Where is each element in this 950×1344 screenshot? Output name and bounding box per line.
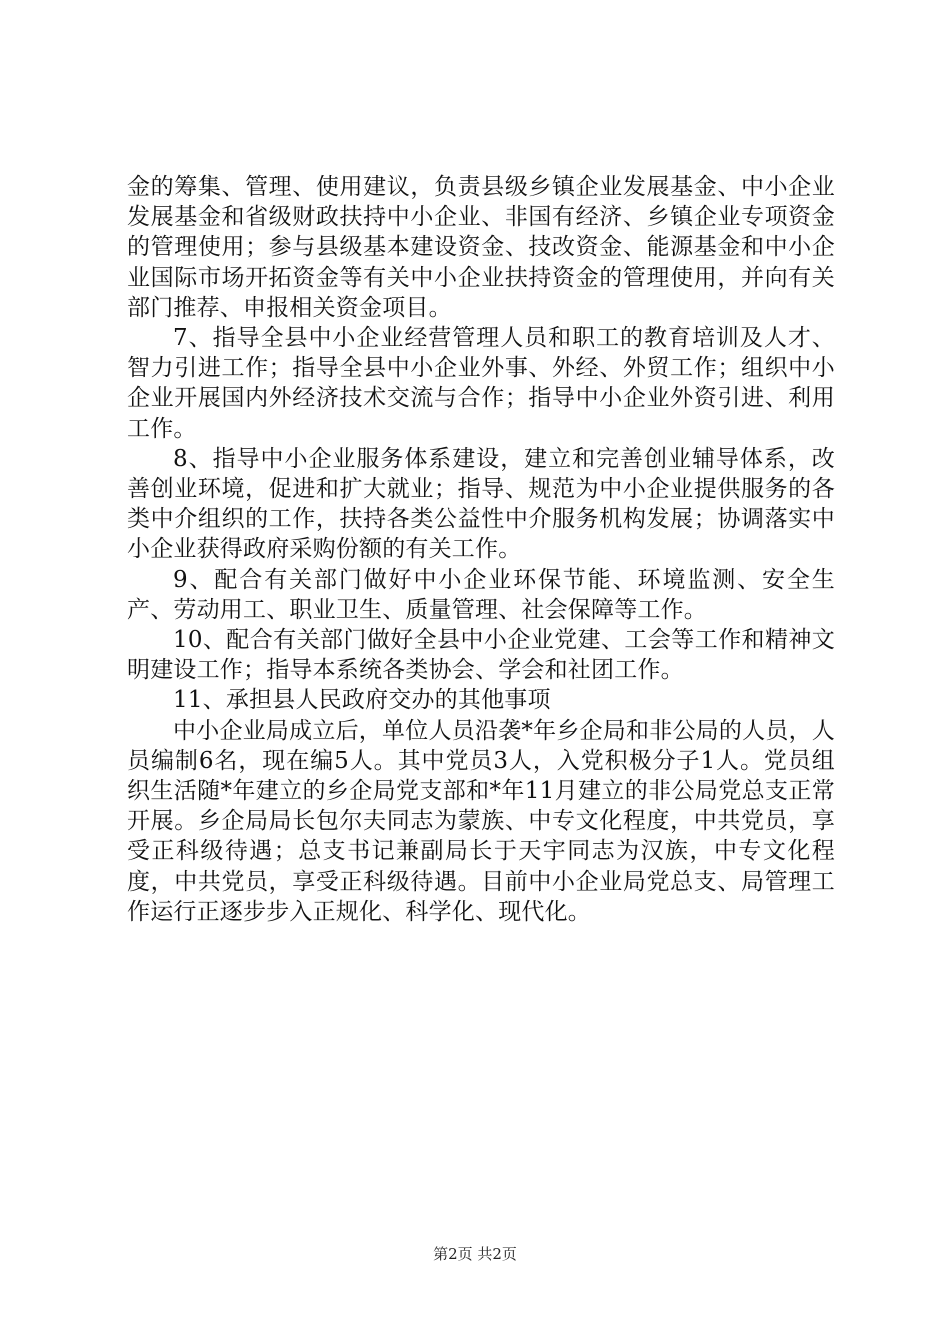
page-footer: 第2页 共2页 <box>433 1245 517 1263</box>
paragraph-item-7: 7、指导全县中小企业经营管理人员和职工的教育培训及人才、智力引进工作；指导全县中小企业外事、外经、外贸工作；组织中小企业开展国内外经济技术交流与合作；指导中小企业外资引进、利用工作。 <box>127 325 835 442</box>
paragraph-item-11: 11、承担县人民政府交办的其他事项 <box>173 687 551 714</box>
paragraph-continuation: 金的筹集、管理、使用建议，负责县级乡镇企业发展基金、中小企业发展基金和省级财政扶持中小企业、非国有经济、乡镇企业专项资金的管理使用；参与县级基本建设资金、技改资金、能源基金和中小企业国际市场开拓资金等有关中小企业扶持资金的管理使用，并向有关部门推荐、申报相关资金项目。 <box>127 174 835 321</box>
paragraph-bureau-overview: 中小企业局成立后，单位人员沿袭*年乡企局和非公局的人员，人员编制6名，现在编5人。其中党员3人，入党积极分子1人。党员组织生活随*年建立的乡企局党支部和*年11月建立的非公局党总支正常开展。乡企局局长包尔夫同志为蒙族、中专文化程度，中共党员，享受正科级待遇；总支书记兼副局长于天宇同志为汉族，中专文化程度，中共党员，享受正科级待遇。目前中小企业局党总支、局管理工作运行正逐步步入正规化、科学化、现代化。 <box>127 717 835 925</box>
paragraph-item-10: 10、配合有关部门做好全县中小企业党建、工会等工作和精神文明建设工作；指导本系统各类协会、学会和社团工作。 <box>127 627 835 684</box>
document-body <box>127 172 835 927</box>
paragraph-item-9: 9、配合有关部门做好中小企业环保节能、环境监测、安全生产、劳动用工、职业卫生、质量管理、社会保障等工作。 <box>127 566 835 623</box>
paragraph-item-8: 8、指导中小企业服务体系建设，建立和完善创业辅导体系，改善创业环境，促进和扩大就业；指导、规范为中小企业提供服务的各类中介组织的工作，扶持各类公益性中介服务机构发展；协调落实中小企业获得政府采购份额的有关工作。 <box>127 445 835 563</box>
